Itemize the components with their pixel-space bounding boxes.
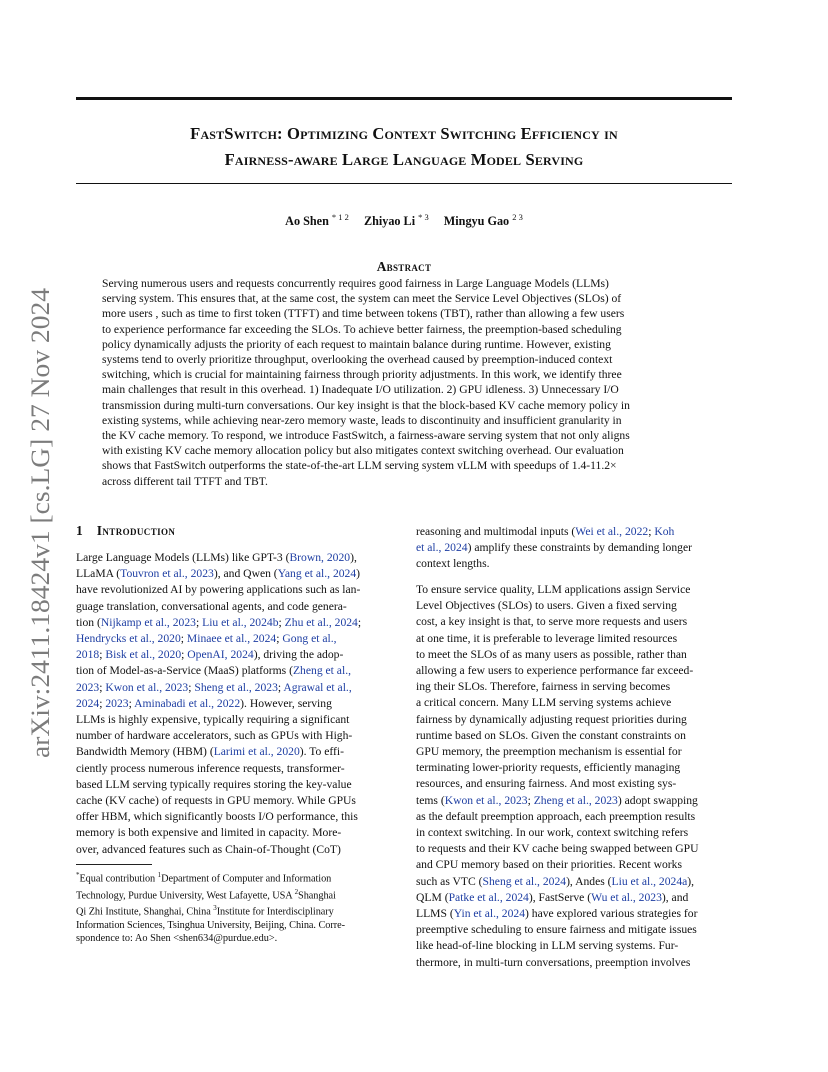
author-list	[76, 212, 732, 229]
citation-link[interactable]: Larimi et al., 2020	[213, 745, 300, 759]
text-segment: ;	[99, 680, 106, 694]
text-segment: guage translation, conversational agents, and code genera-	[76, 599, 347, 613]
text-segment: ;	[99, 648, 106, 662]
text-segment: ;	[195, 615, 203, 629]
text-segment: cost, a key insight is that, to serve more requests and users	[416, 615, 688, 629]
text-segment: LLMs is highly expensive, typically requiring a significant	[76, 713, 350, 727]
title-line-2: Fairness-aware Large Language Model Serving	[224, 150, 584, 169]
abstract-heading: Abstract	[376, 259, 432, 274]
text-segment: ;	[181, 648, 188, 662]
citation-link[interactable]: Touvron et al., 2023	[120, 567, 214, 581]
text-segment: QLM (	[416, 890, 449, 904]
citation-link[interactable]: Sheng et al., 2023	[194, 680, 278, 694]
text-line	[76, 842, 394, 858]
text-segment: ;	[128, 696, 135, 710]
text-segment: reasoning and multimodal inputs (	[416, 525, 576, 538]
footnote-mark: *	[76, 871, 80, 879]
text-segment: over, advanced features such as Chain-of-Thought (CoT)	[76, 842, 341, 856]
text-segment: ;	[180, 632, 187, 646]
text-segment: offer HBM, which significantly boosts I/O performance, this	[76, 810, 358, 824]
citation-link[interactable]: Gong et al.,	[282, 632, 337, 646]
text-segment: such as VTC (	[416, 874, 483, 888]
title-bottom-rule	[76, 183, 732, 184]
citation-link[interactable]: 2023	[105, 696, 129, 710]
citation-link[interactable]: Bisk et al., 2020	[105, 648, 182, 662]
text-line	[416, 857, 734, 873]
text-segment: ;	[277, 680, 284, 694]
text-segment: Institute for Interdisciplinary	[216, 906, 334, 918]
arxiv-identifier-text: arXiv:2411.18424v1 [cs.LG] 27 Nov 2024	[26, 314, 55, 758]
citation-link[interactable]: 2024	[76, 696, 100, 710]
text-segment: Large Language Models (LLMs) like GPT-3 (	[76, 551, 290, 564]
citation-link[interactable]: 2023	[76, 680, 100, 694]
author-name: Zhiyao Li	[363, 214, 416, 229]
footnote-rule	[76, 864, 152, 865]
author-name: Ao Shen	[285, 214, 329, 229]
citation-link[interactable]: Liu et al., 2024b	[202, 615, 279, 629]
text-segment: spondence to: Ao Shen <shen634@purdue.edu>.	[76, 933, 278, 945]
text-line	[416, 712, 734, 728]
text-segment: based LLM serving typically requires storing the key-value	[76, 777, 352, 791]
text-segment: ),	[687, 874, 695, 888]
abstract-line: systems tend to overly prioritize throughput, overlooking the overhead caused by preemption-induced context	[102, 353, 613, 367]
intro-left-column	[76, 550, 394, 858]
text-segment: resources, and ensuring fairness. And most existing sys-	[416, 777, 677, 791]
text-line	[416, 598, 734, 614]
text-segment: tion of Model-as-a-Service (MaaS) platforms (	[76, 664, 293, 678]
affiliation-footnote	[76, 869, 396, 946]
citation-link[interactable]: et al., 2024	[416, 541, 468, 555]
text-line	[76, 825, 394, 841]
title-top-rule	[76, 97, 732, 100]
text-segment: ), and Qwen (	[213, 567, 278, 581]
abstract-line: serving system. This ensures that, at the same cost, the system can meet the Service Level Objectives (SLOs) of	[102, 292, 622, 306]
author	[364, 214, 429, 228]
citation-link[interactable]: Koh	[654, 525, 675, 538]
author-name: Mingyu Gao	[443, 214, 510, 229]
text-line	[76, 680, 394, 696]
text-segment: ;	[99, 696, 106, 710]
text-segment: ). However, serving	[240, 696, 332, 710]
text-segment: and CPU memory based on their priorities. Recent works	[416, 858, 682, 872]
text-segment: Technology, Purdue University, West Lafayette, USA	[76, 890, 295, 902]
text-segment: ) adopt swapping	[617, 793, 698, 807]
text-segment: ing their SLOs. Therefore, fairness in serving becomes	[416, 680, 671, 694]
abstract-body	[102, 276, 706, 489]
text-line	[76, 728, 394, 744]
text-segment: runtime based on SLOs. Given the constant constraints on	[416, 728, 686, 742]
author-affiliation-marks: 2 3	[512, 212, 523, 222]
text-segment: Bandwidth Memory (HBM) (	[76, 745, 214, 759]
text-segment: Equal contribution	[79, 873, 158, 885]
text-segment: like head-of-line blocking in LLM serving systems. Fur-	[416, 939, 679, 953]
text-line	[416, 647, 734, 663]
citation-link[interactable]: Wu et al., 2023	[591, 890, 662, 904]
text-line	[416, 540, 734, 556]
citation-link[interactable]: 2018	[76, 648, 100, 662]
footnote-mark: 1	[157, 871, 162, 879]
text-line	[416, 582, 734, 598]
citation-link[interactable]: Hendrycks et al., 2020	[76, 632, 181, 646]
author-affiliation-marks: * 1 2	[331, 212, 349, 222]
abstract-line: with existing KV cache memory allocation policy but also mitigates context switching overhead. Our evaluation	[102, 444, 624, 458]
text-line	[416, 760, 734, 776]
text-segment: ),	[350, 551, 357, 564]
citation-link[interactable]: Aminabadi et al., 2022	[134, 696, 241, 710]
abstract-line: the KV cache memory. To respond, we introduce FastSwitch, a fairness-aware serving system that not only aligns	[102, 429, 630, 443]
text-segment: as the default preemption approach, each preemption results	[416, 809, 696, 823]
text-line	[416, 793, 734, 809]
abstract-line: main challenges that result in this overhead. 1) Inadequate I/O utilization. 2) GPU idleness. 3) Unnecessary I/O	[102, 383, 619, 397]
title-line-1: FastSwitch: Optimizing Context Switching Efficiency in	[190, 124, 618, 143]
text-line	[416, 809, 734, 825]
text-line	[76, 582, 394, 598]
text-line	[76, 696, 394, 712]
text-segment: in context switching. In our work, context switching refers	[416, 826, 689, 840]
citation-link[interactable]: Zheng et al.,	[292, 664, 351, 678]
text-line	[416, 663, 734, 679]
text-segment: ), FastServe (	[528, 890, 592, 904]
text-segment: ), and	[661, 890, 689, 904]
text-line	[416, 890, 734, 906]
text-line	[416, 922, 734, 938]
text-line	[76, 566, 394, 582]
abstract-line: policy dynamically adjusts the priority of each request to maintain balance during runtime. However, existing	[102, 337, 611, 351]
text-segment: ;	[357, 615, 362, 629]
footnote-mark: 3	[213, 904, 217, 913]
author	[285, 214, 349, 228]
text-segment: Department of Computer and Information	[161, 873, 332, 885]
text-segment: number of hardware accelerators, such as GPUs with High-	[76, 729, 353, 743]
text-segment: have revolutionized AI by powering applications such as lan-	[76, 583, 361, 597]
text-line	[416, 679, 734, 695]
intro-right-paragraph-1	[416, 524, 734, 573]
text-segment: ) have explored various strategies for	[525, 907, 698, 921]
section-title: Introduction	[96, 523, 176, 538]
text-segment: ). To effi-	[299, 745, 344, 759]
abstract-line: switching, which is crucial for maintaining fairness through priority adjustments. In this work, we identify three	[102, 368, 622, 382]
citation-link[interactable]: Patke et al., 2024	[448, 890, 529, 904]
text-segment: ;	[527, 793, 534, 807]
text-line	[416, 524, 734, 540]
citation-link[interactable]: Liu et al., 2024a	[611, 874, 688, 888]
text-segment: Information Sciences, Tsinghua University, Beijing, China. Corre-	[76, 920, 345, 932]
author	[444, 214, 523, 228]
text-line	[76, 869, 396, 886]
abstract-line: Serving numerous users and requests concurrently requires good fairness in Large Language Models (LLMs)	[102, 277, 609, 290]
text-segment: ;	[276, 632, 283, 646]
citation-link[interactable]: Nijkamp et al., 2023	[100, 615, 196, 629]
text-segment: ;	[648, 525, 655, 538]
text-line	[416, 825, 734, 841]
text-segment: to requests and their KV cache being swapped between GPU	[416, 842, 699, 856]
text-line	[416, 841, 734, 857]
citation-link[interactable]: Zhu et al., 2024	[284, 615, 358, 629]
text-segment: ;	[278, 615, 285, 629]
citation-link[interactable]: Brown, 2020	[289, 551, 351, 564]
text-line	[76, 793, 394, 809]
text-line	[76, 886, 396, 903]
citation-link[interactable]: Wei et al., 2022	[575, 525, 649, 538]
text-segment: ciently process numerous inference requests, transformer-	[76, 761, 345, 775]
text-line	[76, 902, 396, 919]
text-segment: fairness by dynamically adjusting request priorities during	[416, 712, 687, 726]
text-segment: to meet the SLOs of as many users as possible, rather than	[416, 647, 687, 661]
text-segment: To ensure service quality, LLM applications assign Service	[416, 583, 691, 596]
text-line	[416, 776, 734, 792]
abstract-line: shows that FastSwitch outperforms the state-of-the-art LLM serving system vLLM with speedups of 1.4-11.2×	[102, 459, 617, 473]
text-line	[416, 556, 734, 572]
text-line	[416, 728, 734, 744]
text-segment: ), driving the adop-	[253, 648, 344, 662]
text-line	[76, 809, 394, 825]
text-line	[76, 932, 396, 945]
text-segment: ;	[188, 680, 195, 694]
text-line	[416, 955, 734, 971]
text-segment: at one time, it is preferable to leverage limited resources	[416, 631, 678, 645]
citation-link[interactable]: OpenAI, 2024	[187, 648, 254, 662]
abstract-line: to experience performance far exceeding the SLOs. To achieve better fairness, the preemption-based scheduling	[102, 322, 622, 336]
abstract-line: transmission during multi-turn conversations. Our key insight is that the block-based KV cache memory policy in	[102, 398, 630, 412]
text-segment: tion (	[76, 615, 101, 629]
text-line	[76, 663, 394, 679]
section-number: 1	[76, 523, 83, 538]
text-line	[416, 631, 734, 647]
abstract-line: existing systems, while achieving near-zero memory waste, leads to discontinuity and insufficient granularity in	[102, 413, 622, 427]
text-segment: Level Objectives (SLOs) to users. Given a fixed serving	[416, 599, 677, 613]
text-line	[416, 614, 734, 630]
text-line	[416, 695, 734, 711]
intro-right-paragraph-2	[416, 582, 734, 971]
text-line	[416, 744, 734, 760]
footnote-mark: 2	[294, 887, 299, 896]
citation-link[interactable]: Kwon et al., 2023	[105, 680, 189, 694]
citation-link[interactable]: Kwon et al., 2023	[444, 793, 528, 807]
text-segment: context lengths.	[416, 557, 490, 571]
text-segment: terminating lower-priority requests, efficiently managing	[416, 761, 681, 775]
text-segment: Shanghai	[298, 890, 336, 902]
citation-link[interactable]: Agrawal et al.,	[283, 680, 352, 694]
section-heading	[76, 523, 175, 539]
citation-link[interactable]: Yang et al., 2024	[277, 567, 357, 581]
text-line	[76, 761, 394, 777]
text-line	[76, 631, 394, 647]
text-segment: thermore, in multi-turn conversations, preemption involves	[416, 955, 691, 969]
text-segment: a critical concern. Many LLM serving systems achieve	[416, 696, 672, 710]
text-segment: memory is both expensive and limited in capacity. More-	[76, 826, 342, 840]
citation-link[interactable]: Yin et al., 2024	[453, 907, 525, 921]
citation-link[interactable]: Sheng et al., 2024	[482, 874, 567, 888]
text-segment: ), Andes (	[566, 874, 612, 888]
text-segment: preemptive scheduling to ensure fairness and mitigate issues	[416, 923, 697, 937]
text-line	[416, 938, 734, 954]
text-line	[76, 919, 396, 932]
text-line	[416, 874, 734, 890]
text-segment: allowing a few users to experience performance far exceed-	[416, 664, 694, 678]
text-segment: LLMS (	[416, 907, 454, 921]
text-segment: ) amplify these constraints by demanding longer	[467, 541, 692, 555]
abstract-line: more users , such as time to first token (TTFT) and time between tokens (TBT), rather than allowing a few users	[102, 307, 625, 321]
arxiv-identifier-stamp	[22, 282, 58, 762]
citation-link[interactable]: Zheng et al., 2023	[533, 793, 618, 807]
text-line	[76, 647, 394, 663]
text-segment: LLaMA (	[76, 567, 121, 581]
text-line	[76, 615, 394, 631]
text-line	[76, 712, 394, 728]
text-segment: )	[356, 567, 361, 581]
paper-title	[76, 121, 732, 173]
text-segment: cache (KV cache) of requests in GPU memory. While GPUs	[76, 794, 356, 808]
abstract-line: across different tail TTFT and TBT.	[102, 474, 268, 488]
text-line	[76, 599, 394, 615]
author-affiliation-marks: * 3	[418, 212, 429, 222]
text-line	[76, 550, 394, 566]
text-line	[76, 777, 394, 793]
text-line	[76, 744, 394, 760]
text-segment: GPU memory, the preemption mechanism is essential for	[416, 745, 682, 759]
text-segment: Qi Zhi Institute, Shanghai, China	[76, 906, 214, 918]
text-line	[416, 906, 734, 922]
citation-link[interactable]: Minaee et al., 2024	[186, 632, 277, 646]
text-segment: tems (	[416, 793, 445, 807]
